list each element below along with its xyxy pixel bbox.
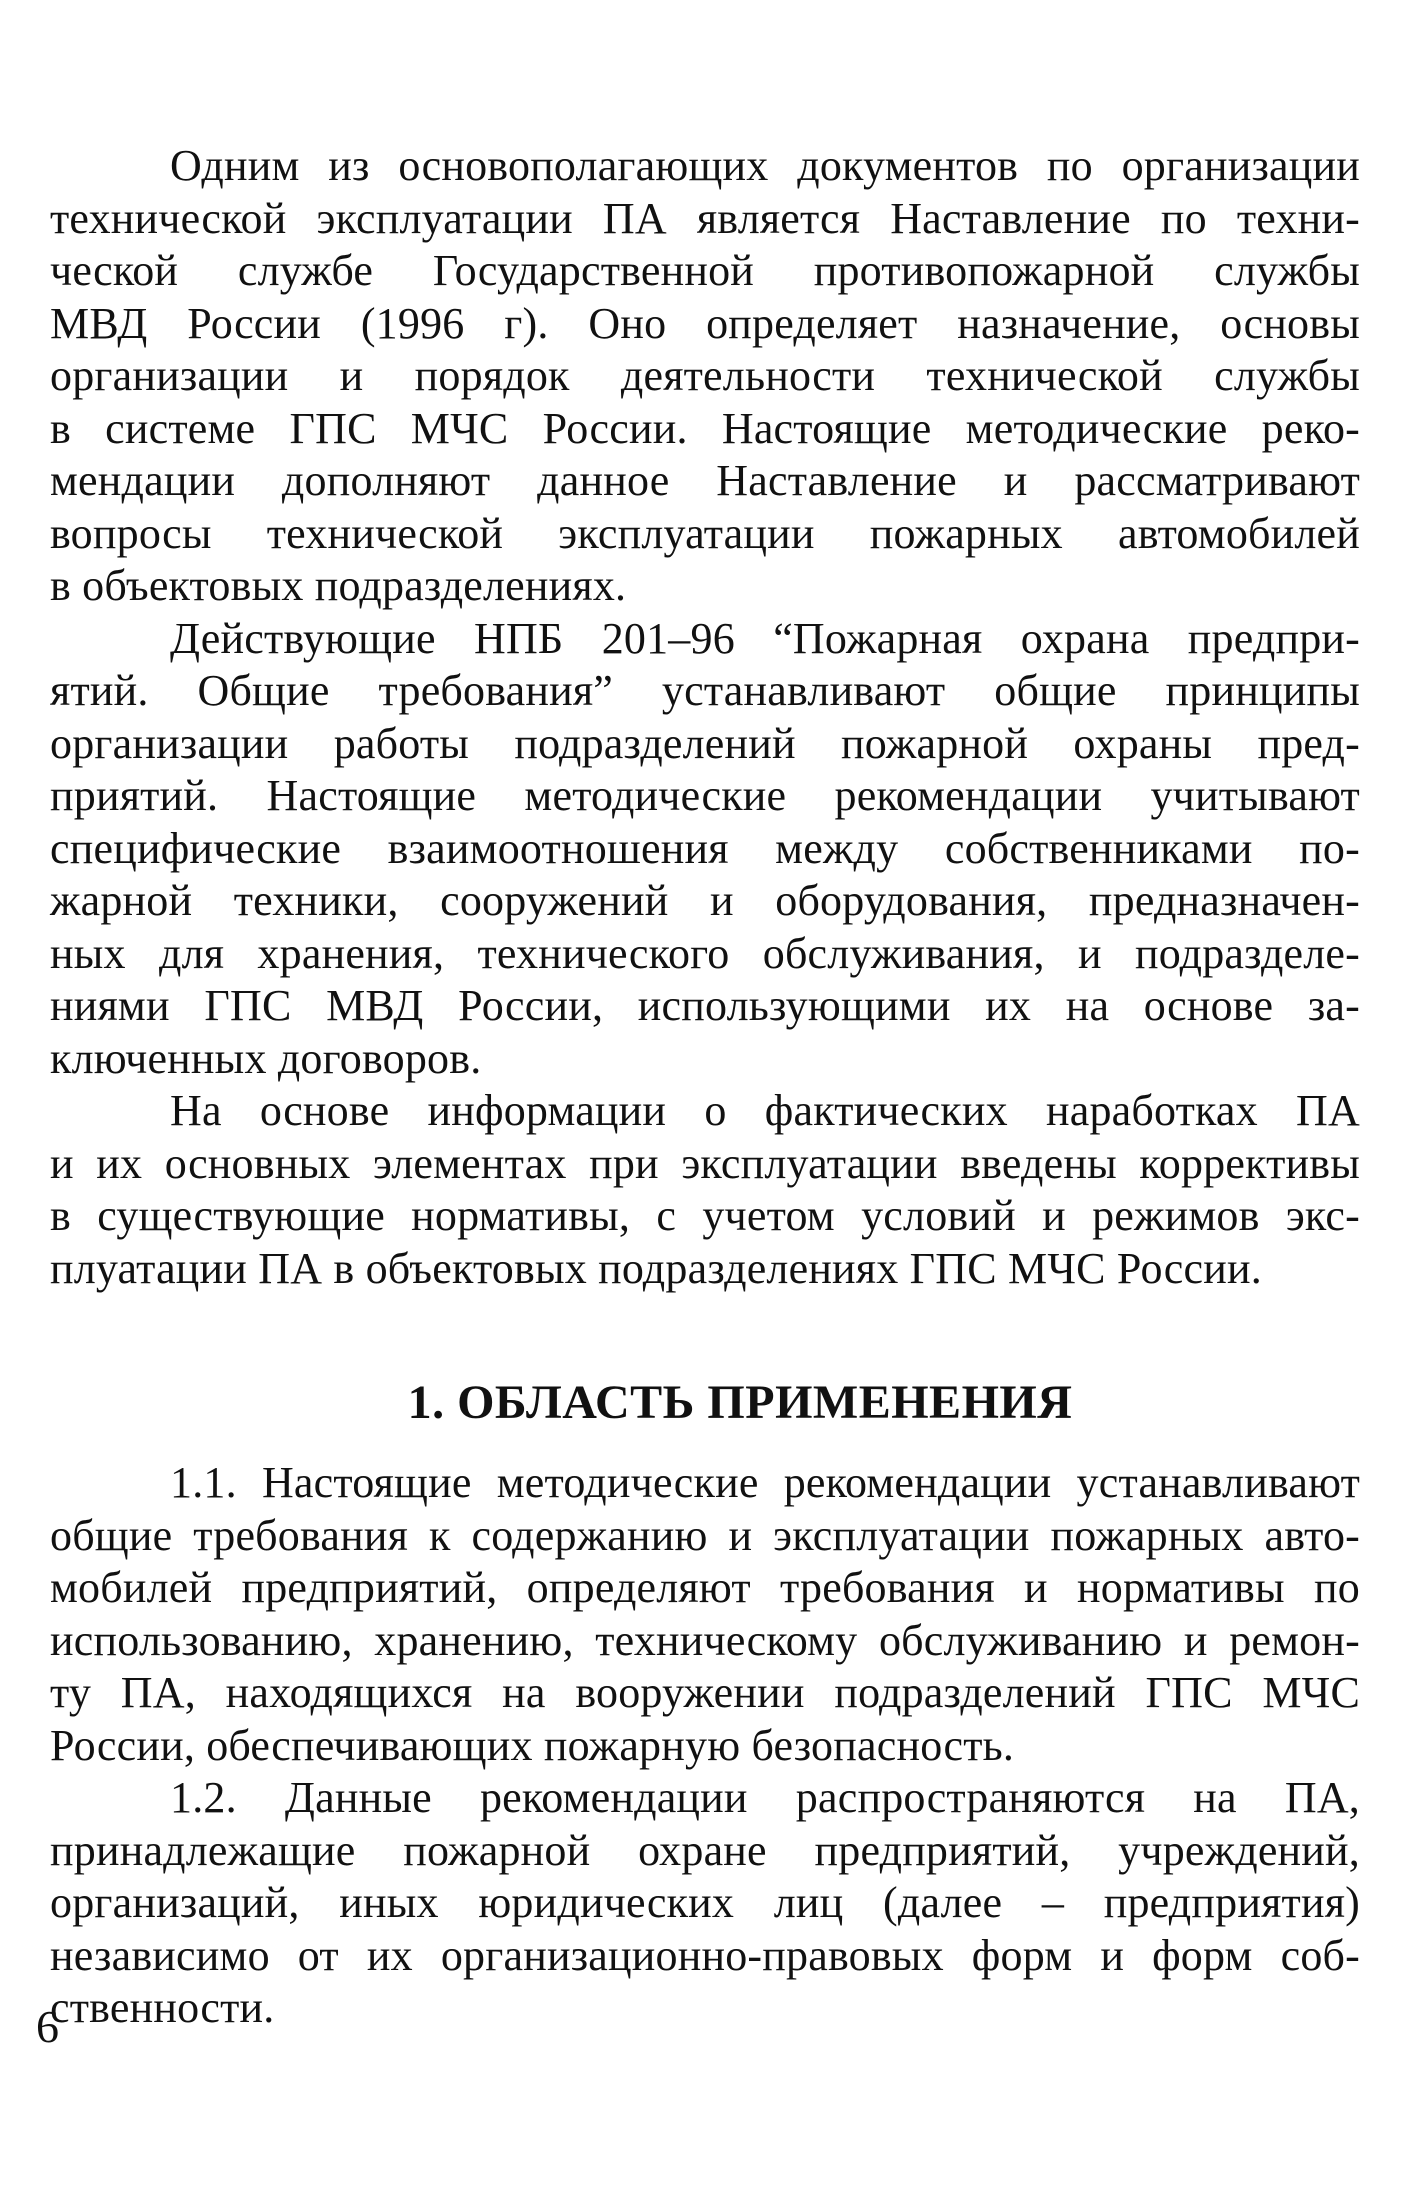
clause-1-1: [50, 1457, 1360, 1772]
text-line: На основе информации о фактических наработках ПА: [170, 1086, 1360, 1135]
text-line: ключенных договоров.: [50, 1033, 482, 1083]
text-line: специфические взаимоотношения между собственниками по-: [50, 823, 1360, 873]
text-line: Одним из основополагающих документов по организации: [170, 141, 1360, 190]
text-line: независимо от их организационно-правовых форм и форм соб-: [50, 1930, 1360, 1980]
text-line: организации работы подразделений пожарной охраны пред-: [50, 718, 1360, 768]
text-line: приятий. Настоящие методические рекомендации учитывают: [50, 771, 1360, 820]
text-line: мендации дополняют данное Наставление и рассматривают: [50, 456, 1360, 505]
text-line: технической эксплуатации ПА является Наставление по техни-: [50, 193, 1360, 243]
text-line: ниями ГПС МВД России, использующими их на основе за-: [50, 981, 1360, 1030]
text-line: 1.2. Данные рекомендации распространяются на ПА,: [170, 1773, 1360, 1822]
text-line: плуатации ПА в объектовых подразделениях ГПС МЧС России.: [50, 1243, 1262, 1293]
text-line: организаций, иных юридических лиц (далее – предприятия): [50, 1878, 1360, 1927]
text-line: ятий. Общие требования” устанавливают общие принципы: [50, 666, 1360, 715]
text-line: организации и порядок деятельности технической службы: [50, 351, 1360, 400]
intro-paragraph-2: [50, 613, 1360, 1086]
clause-1-2: [50, 1772, 1360, 2035]
text-line: Действующие НПБ 201–96 “Пожарная охрана предпри-: [170, 613, 1360, 663]
text-line: общие требования к содержанию и эксплуатации пожарных авто-: [50, 1510, 1360, 1560]
text-line: МВД России (1996 г). Оно определяет назначение, основы: [50, 298, 1360, 348]
text-line: ческой службе Государственной противопожарной службы: [50, 246, 1360, 295]
text-line: мобилей предприятий, определяют требования и нормативы по: [50, 1563, 1360, 1612]
text-line: ственности.: [50, 1983, 275, 2032]
text-line: в существующие нормативы, с учетом условий и режимов экс-: [50, 1191, 1360, 1240]
text-line: 1.1. Настоящие методические рекомендации устанавливают: [170, 1458, 1360, 1507]
intro-paragraph-1: [50, 140, 1360, 613]
section-heading: 1. ОБЛАСТЬ ПРИМЕНЕНИЯ: [407, 1376, 1073, 1429]
text-line: принадлежащие пожарной охране предприятий, учреждений,: [50, 1825, 1360, 1875]
text-line: использованию, хранению, техническому обслуживанию и ремон-: [50, 1615, 1360, 1665]
text-line: ных для хранения, технического обслуживания, и подразделе-: [50, 928, 1360, 978]
text-line: ту ПА, находящихся на вооружении подразделений ГПС МЧС: [50, 1668, 1360, 1717]
text-line: в системе ГПС МЧС России. Настоящие методические реко-: [50, 403, 1360, 453]
text-line: и их основных элементах при эксплуатации введены коррективы: [50, 1138, 1360, 1188]
text-line: России, обеспечивающих пожарную безопасность.: [50, 1720, 1015, 1770]
text-line: вопросы технической эксплуатации пожарных автомобилей: [50, 508, 1360, 558]
page-number: 6: [36, 2001, 59, 2052]
document-page: [50, 140, 1360, 2035]
text-line: в объектовых подразделениях.: [50, 561, 627, 610]
text-line: жарной техники, сооружений и оборудования, предназначен-: [50, 876, 1360, 925]
intro-paragraph-3: [50, 1085, 1360, 1295]
